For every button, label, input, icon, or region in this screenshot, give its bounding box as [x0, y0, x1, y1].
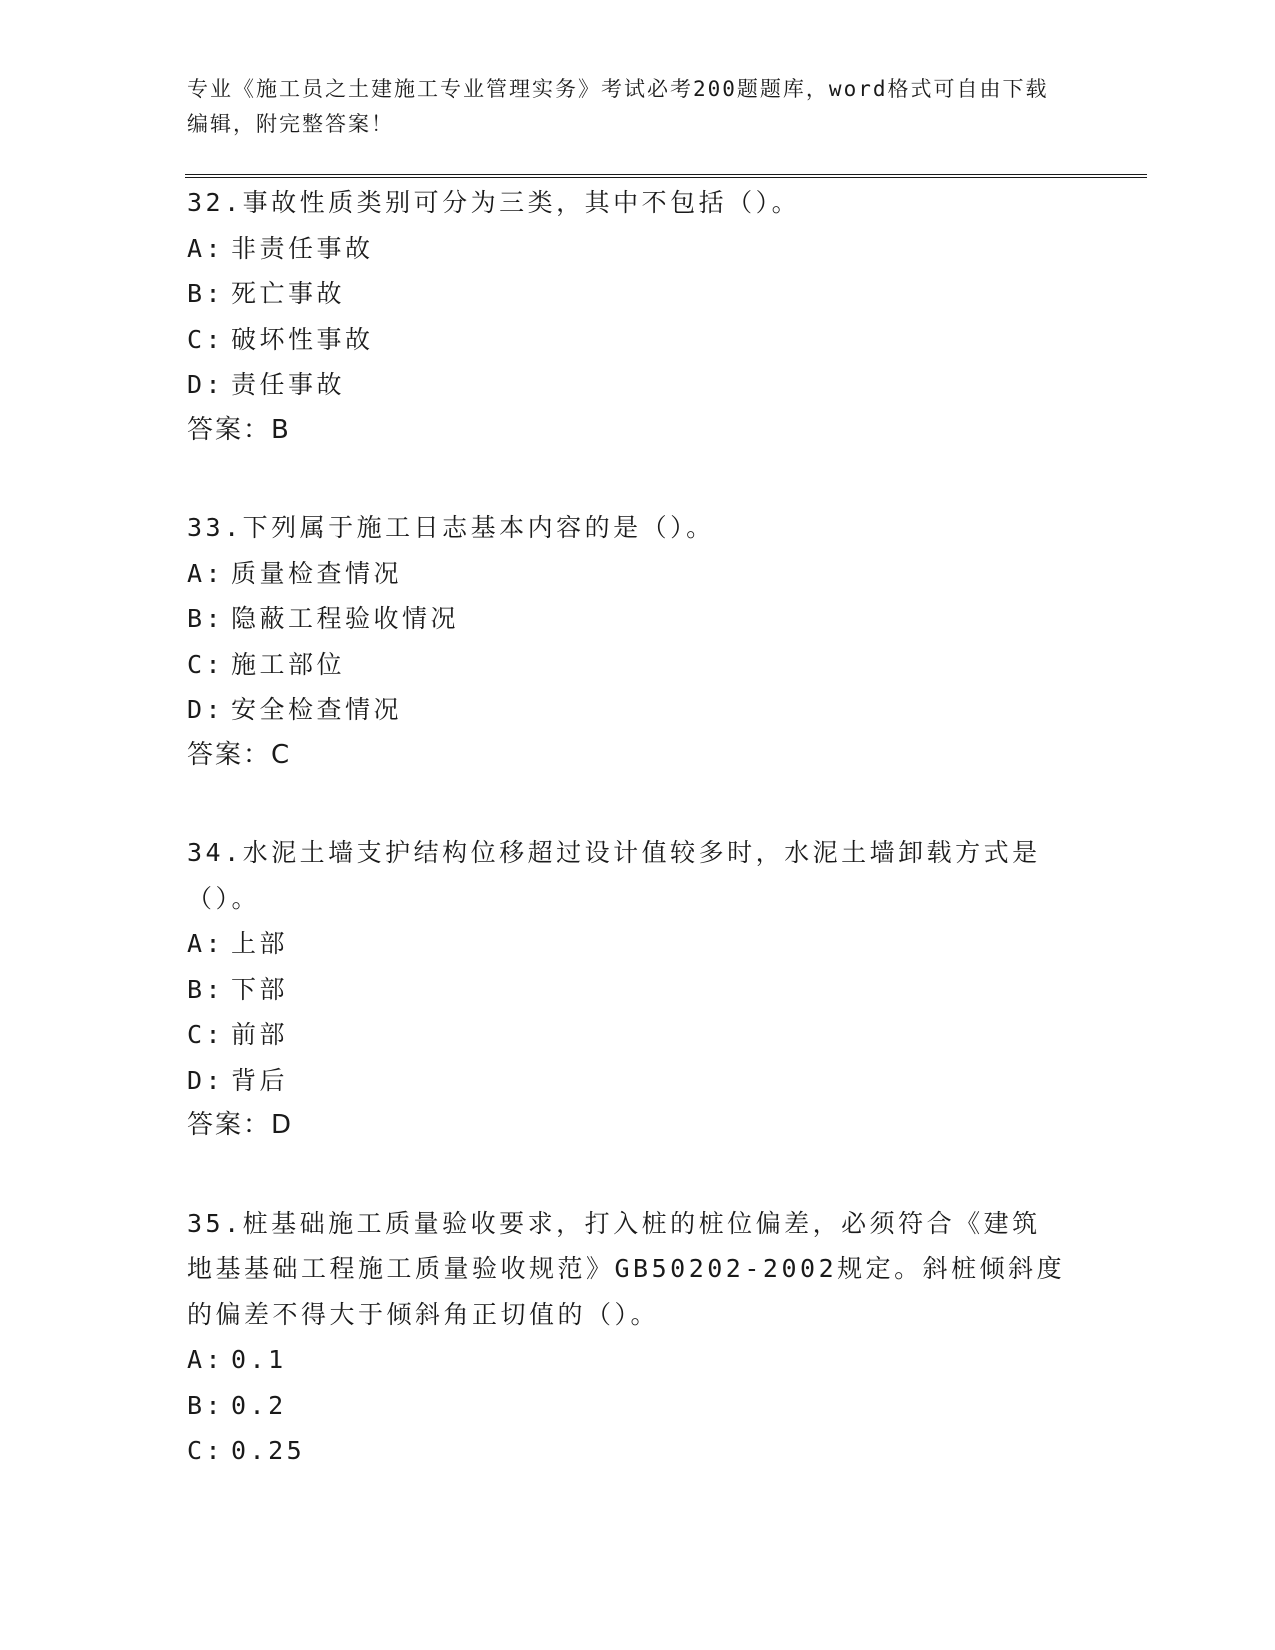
option-c	[187, 317, 1147, 363]
option-key: B:	[187, 1390, 225, 1420]
question-35	[187, 1201, 1147, 1474]
option-a	[187, 921, 1147, 967]
option-a	[187, 226, 1147, 272]
option-key: A:	[187, 1345, 225, 1374]
option-text: 非责任事故	[231, 233, 374, 263]
option-key: A:	[187, 558, 225, 588]
question-list	[187, 180, 1147, 1474]
option-text: 质量检查情况	[231, 558, 403, 588]
option-text: 隐蔽工程验收情况	[231, 604, 460, 633]
document-header: 专业《施工员之土建施工专业管理实务》考试必考200题题库，word格式可自由下载编辑，附完整答案！	[187, 77, 1049, 136]
option-text: 施工部位	[231, 649, 346, 679]
option-key: C:	[187, 649, 225, 679]
option-text: 上部	[231, 929, 289, 958]
question-32	[187, 180, 1147, 453]
option-text: 0.25	[231, 1436, 306, 1465]
option-b	[187, 596, 1147, 642]
option-d	[187, 1058, 1147, 1104]
option-b	[187, 1383, 1147, 1429]
option-key: A:	[187, 233, 225, 263]
header-divider	[185, 174, 1147, 178]
question-33	[187, 505, 1147, 778]
question-stem: 34.水泥土墙支护结构位移超过设计值较多时，水泥土墙卸载方式是（）。	[187, 838, 1041, 913]
option-d	[187, 687, 1147, 733]
option-b	[187, 967, 1147, 1013]
option-text: 死亡事故	[231, 279, 346, 308]
option-key: B:	[187, 604, 225, 633]
answer-line: 答案：D	[187, 1110, 294, 1140]
document-page	[187, 72, 1147, 1474]
option-text: 破坏性事故	[231, 324, 374, 354]
option-text: 下部	[231, 974, 289, 1004]
option-key: A:	[187, 929, 225, 958]
option-key: C:	[187, 1436, 225, 1465]
option-key: B:	[187, 974, 225, 1004]
answer-line: 答案：C	[187, 739, 292, 770]
option-text: 0.1	[231, 1345, 287, 1374]
option-key: D:	[187, 370, 225, 399]
option-b	[187, 271, 1147, 317]
option-key: C:	[187, 324, 225, 354]
option-text: 安全检查情况	[231, 695, 403, 724]
option-c	[187, 642, 1147, 688]
option-text: 责任事故	[231, 370, 346, 399]
option-key: B:	[187, 279, 225, 308]
option-c	[187, 1012, 1147, 1058]
option-key: D:	[187, 1065, 225, 1095]
option-key: C:	[187, 1020, 225, 1049]
question-stem: 32.事故性质类别可分为三类，其中不包括（）。	[187, 188, 801, 217]
option-key: D:	[187, 695, 225, 724]
option-text: 前部	[231, 1020, 289, 1049]
question-34	[187, 830, 1147, 1149]
option-d	[187, 362, 1147, 408]
question-stem: 33.下列属于施工日志基本内容的是（）。	[187, 513, 715, 542]
option-a	[187, 551, 1147, 597]
question-stem: 35.桩基础施工质量验收要求，打入桩的桩位偏差，必须符合《建筑地基基础工程施工质量验收规范》GB50202-2002规定。斜桩倾斜度的偏差不得大于倾斜角正切值的（）。	[187, 1208, 1066, 1329]
option-c	[187, 1428, 1147, 1474]
option-a	[187, 1337, 1147, 1383]
option-text: 背后	[231, 1065, 289, 1095]
option-text: 0.2	[231, 1390, 287, 1420]
answer-line: 答案：B	[187, 414, 291, 445]
